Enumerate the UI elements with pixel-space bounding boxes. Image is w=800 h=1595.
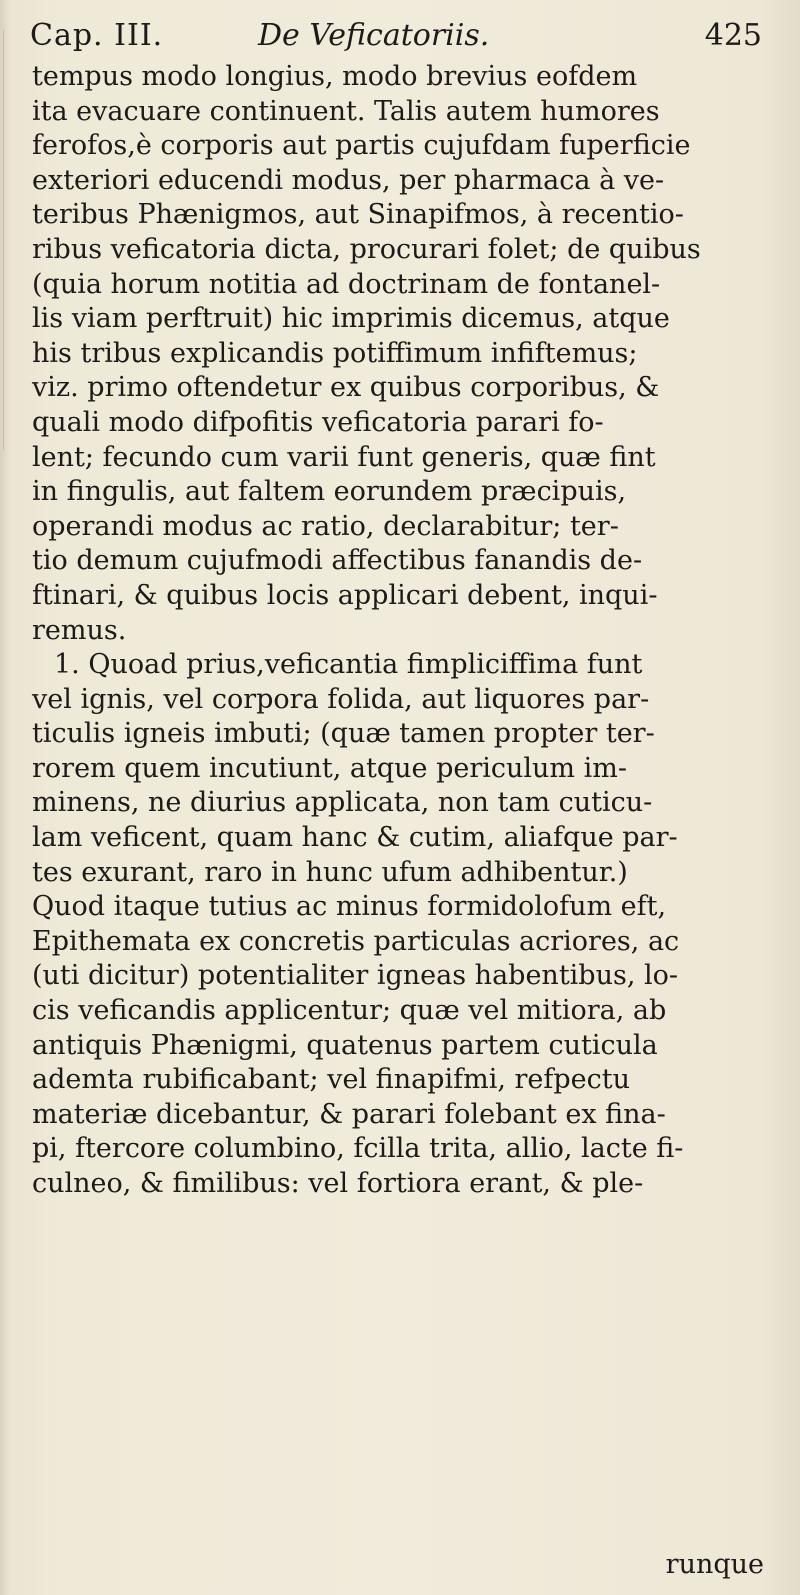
text-line: exteriori educendi modus, per pharmaca à ve- [32,164,665,196]
text-line: (uti dicitur) potentialiter igneas habentibus, lo- [32,960,679,992]
text-line: antiquis Phænigmi, quatenus partem cuticula [32,1029,658,1061]
running-title: De Veficatoriis. [258,18,490,53]
text-line: minens, ne diurius applicata, non tam cuticu- [32,787,653,819]
text-line: rorem quem incutiunt, atque periculum im- [32,752,627,784]
text-line: tes exurant, raro in hunc ufum adhibentur.) [32,856,628,888]
chapter-heading: Cap. III. [30,18,164,53]
text-line: ftinari, & quibus locis applicari debent, inqui- [32,579,658,611]
gutter-line [3,30,4,450]
page-header [30,14,770,58]
text-line: ademta rubificabant; vel finapifmi, refpectu [32,1064,630,1096]
text-line: quali modo difpofitis veficatoria parari fo- [32,406,604,438]
text-line: remus. [32,614,127,646]
catchword: runque [665,1549,764,1580]
text-line: cis veficandis applicentur; quæ vel mitiora, ab [32,995,667,1027]
text-line: lis viam perftruit) hic imprimis dicemus, atque [32,303,670,335]
text-line: pi, ftercore columbino, fcilla trita, allio, lacte fi- [32,1133,684,1165]
text-line: tempus modo longius, modo brevius eofdem [32,61,638,92]
text-line: tio demum cujufmodi affectibus fanandis de- [32,545,643,577]
text-line: 1. Quoad prius,veficantia fimpliciffima funt [54,649,643,681]
text-line: viz. primo oftendetur ex quibus corporibus, & [32,372,660,404]
text-line: in fingulis, aut faltem eorundem præcipuis, [32,476,627,508]
text-line: ferofos,è corporis aut partis cujufdam fuperficie [32,130,691,162]
text-line: ribus veficatoria dicta, procurari folet; de quibus [32,233,701,265]
text-line: lam veficent, quam hanc & cutim, aliafque par- [32,822,678,854]
body-text [32,60,772,1202]
text-line: operandi modus ac ratio, declarabitur; ter- [32,510,619,542]
text-line: culneo, & fimilibus: vel fortiora erant, & ple- [32,1168,644,1199]
text-line: teribus Phænigmos, aut Sinapifmos, à recentio- [32,199,684,231]
text-line: Epithemata ex concretis particulas acriores, ac [32,925,680,957]
text-line: vel ignis, vel corpora folida, aut liquores par- [32,683,650,715]
text-line: materiæ dicebantur, & parari folebant ex fina- [32,1098,666,1130]
text-line: (quia horum notitia ad doctrinam de fontanel- [32,268,661,300]
page-number: 425 [704,18,762,53]
text-line: his tribus explicandis potiffimum infiftemus; [32,337,638,369]
text-line: ita evacuare continuent. Talis autem humores [32,95,660,127]
text-line: lent; fecundo cum varii funt generis, quæ fint [32,441,656,473]
text-line: Quod itaque tutius ac minus formidolofum eft, [32,891,667,923]
text-line: ticulis igneis imbuti; (quæ tamen propter ter- [32,718,655,750]
